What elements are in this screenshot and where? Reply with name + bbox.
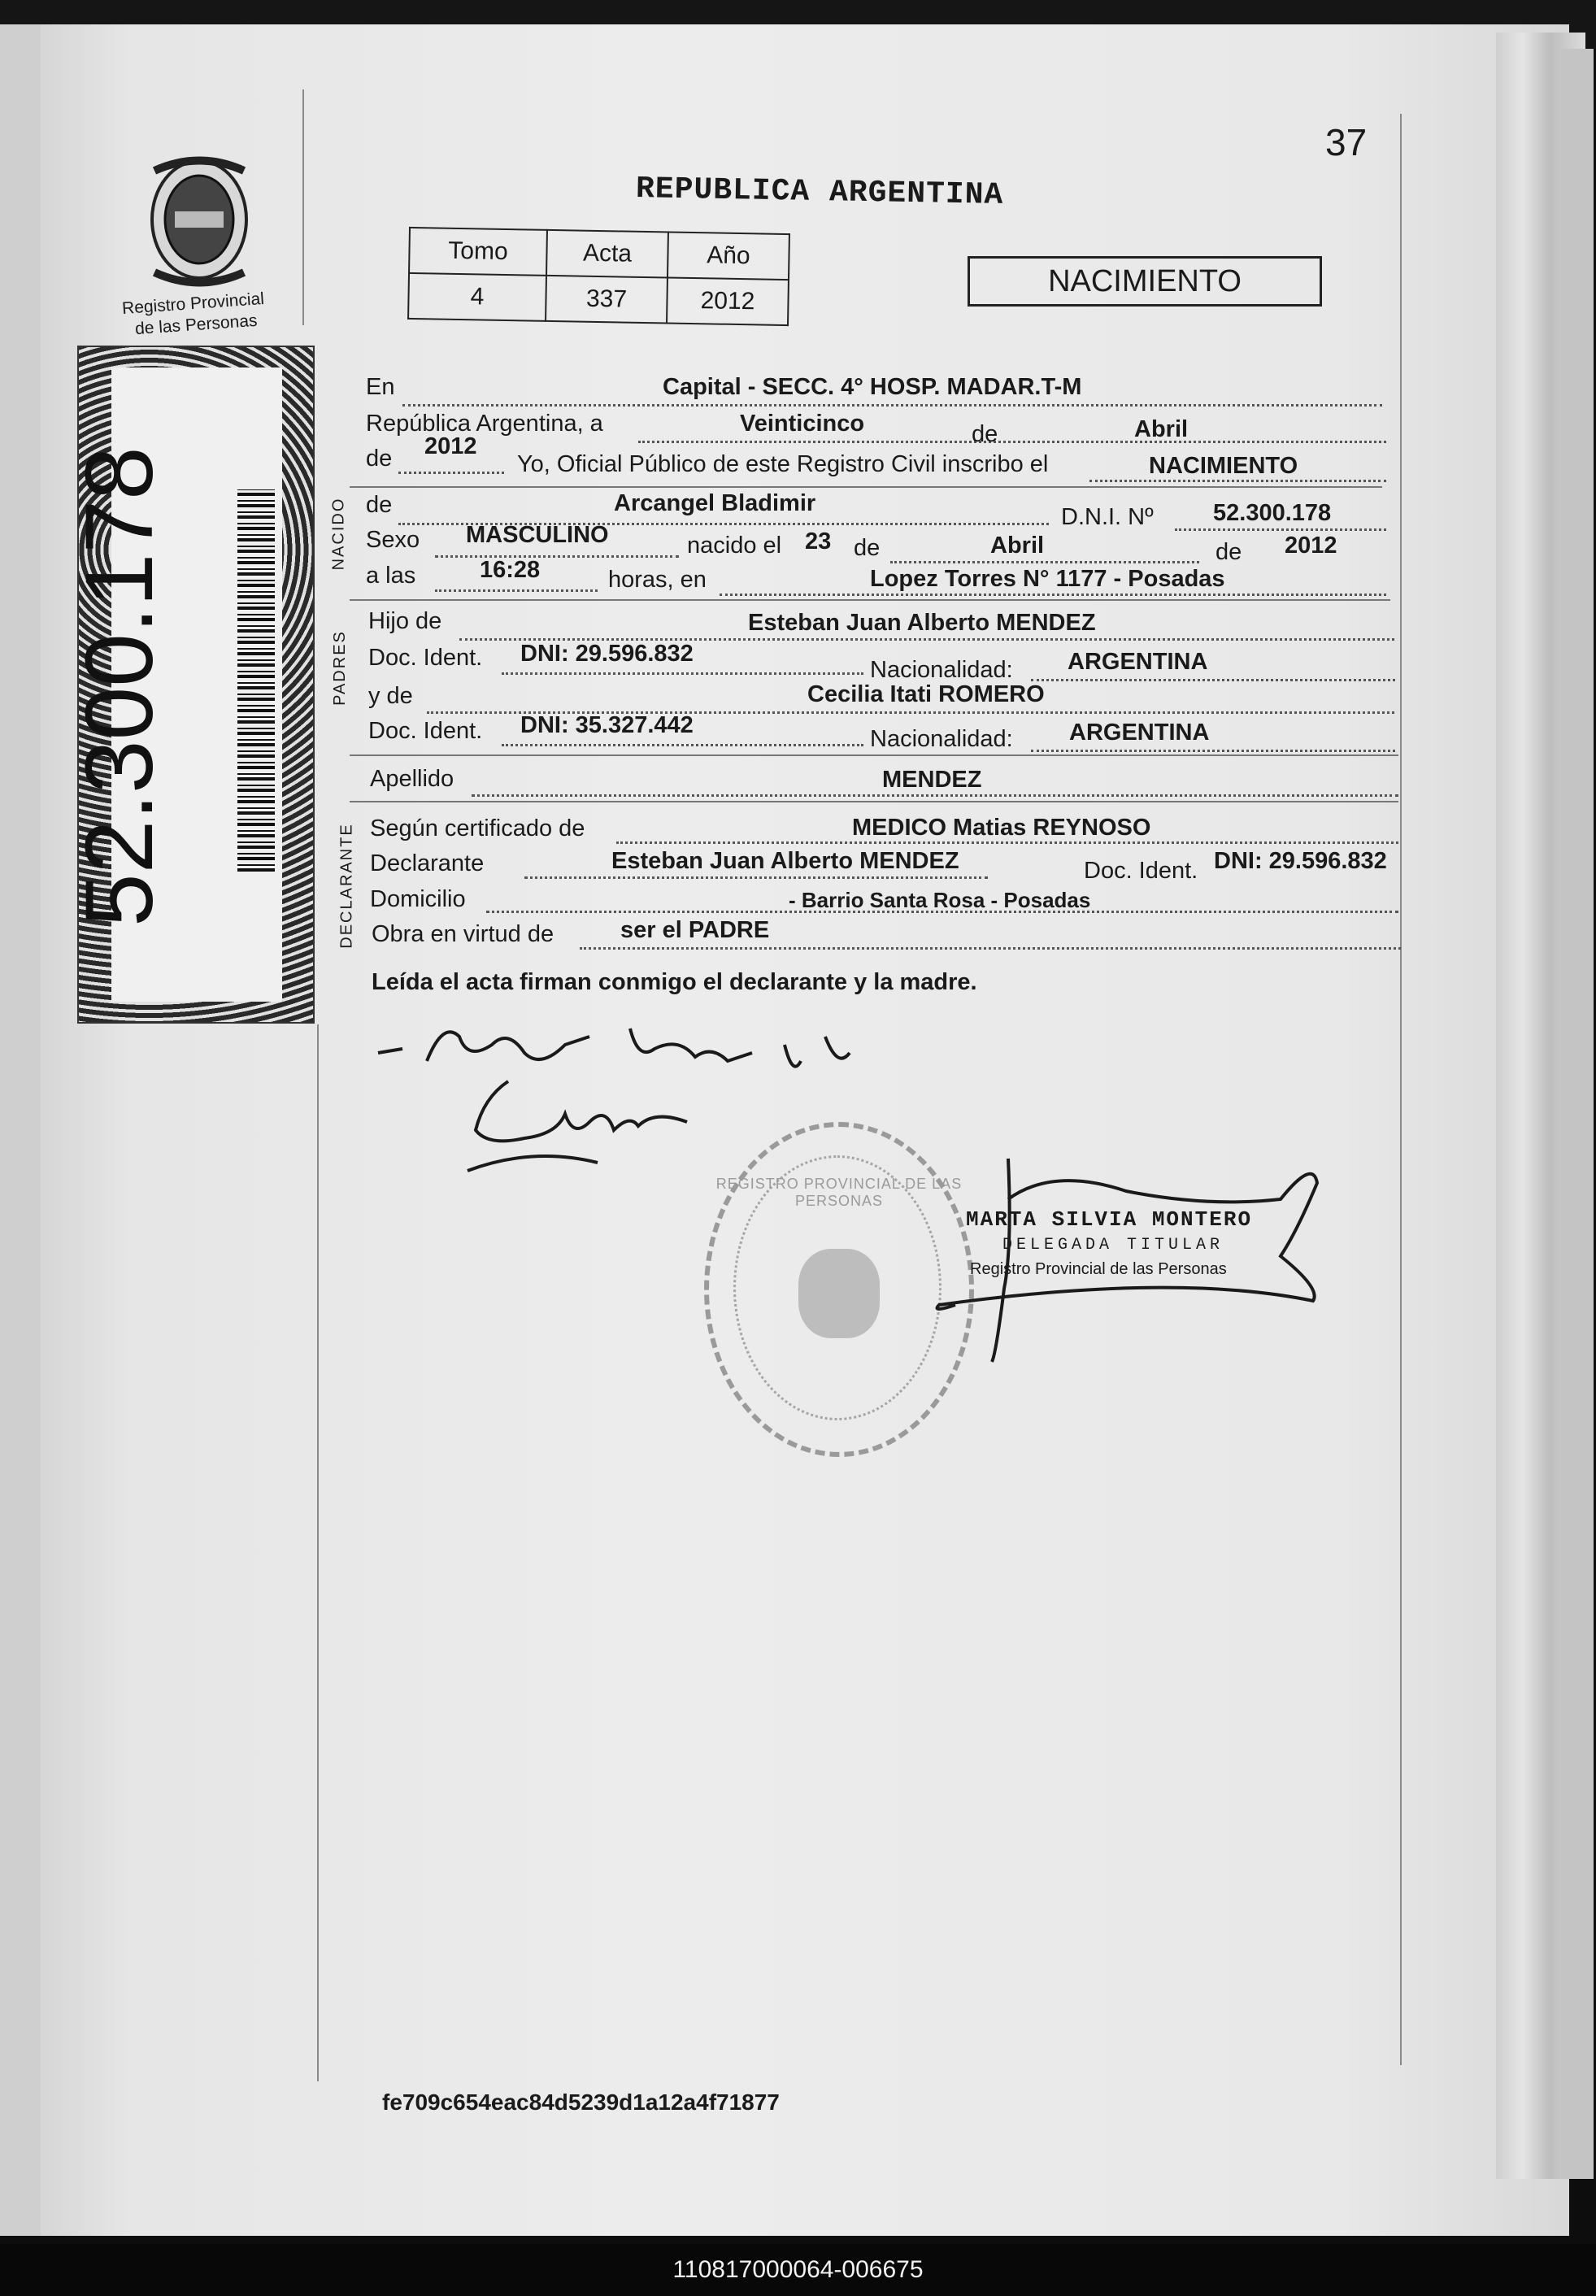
inscripcion-dots [1089,480,1386,482]
obra-dots [580,947,1401,950]
seal-text: REGISTRO PROVINCIAL DE LAS PERSONAS [715,1176,963,1209]
hora-value: 16:28 [480,557,541,583]
de-label: de [972,421,998,447]
yde-label: y de [368,683,413,709]
nacido-label: nacido el [687,533,782,559]
padre-nac-dots [1031,679,1395,681]
document-hash: fe709c654eac84d5239d1a12a4f71877 [382,2089,780,2115]
nacido-de2-label: de [1215,539,1242,565]
separator-4 [350,801,1398,802]
hora-dots [435,589,598,592]
certificado-label: Según certificado de [370,815,585,841]
padre-doc-dots [502,672,863,675]
lugar-value: Lopez Torres N° 1177 - Posadas [870,566,1225,592]
horas-en-label: horas, en [608,567,707,593]
province-logo [138,154,260,293]
record-table [407,227,790,326]
footer-id: 110817000064-006675 [672,2256,924,2283]
signature-madre [451,1065,711,1179]
madre-nac-dots [1031,750,1395,752]
en-label: En [366,374,395,400]
declarante-value: Esteban Juan Alberto MENDEZ [611,848,959,874]
hijo-label: Hijo de [368,608,442,634]
declarante-label: Declarante [370,850,485,876]
value-anio: 2012 [667,277,789,325]
dni-panel [66,346,315,1024]
section-label-padres: PADRES [330,630,349,706]
sexo-value: MASCULINO [466,522,609,548]
apellido-label: Apellido [370,766,454,792]
section-label-nacido: NACIDO [329,497,348,571]
left-margin-line [302,89,304,325]
registry-label-line2: de las Personas [134,311,259,339]
nombre-label: de [366,492,393,518]
obra-label: Obra en virtud de [372,921,554,947]
declarante-doc: DNI: 29.596.832 [1214,848,1387,874]
registry-label-line1: Registro Provincial [121,289,265,319]
lugar-dots [720,594,1386,596]
certificado-value: MEDICO Matias REYNOSO [852,815,1151,841]
apellido-value: MENDEZ [882,767,982,793]
hora-label: a las [366,563,416,589]
value-acta: 337 [546,276,668,324]
left-margin-line-lower [317,1024,319,2081]
madre-doc-label: Doc. Ident. [368,718,483,744]
dni-panel-inner [66,367,282,1002]
nacido-de-label: de [854,535,881,561]
declarante-doc-label: Doc. Ident. [1084,858,1198,884]
padre-nac-label: Nacionalidad: [870,657,1013,683]
dni-value: 52.300.178 [1213,500,1332,526]
section-label-declarante: DECLARANTE [337,823,356,949]
anio-value: 2012 [424,433,477,459]
padre-nac: ARGENTINA [1068,649,1208,675]
republica-dots [638,441,1386,443]
obra-value: ser el PADRE [620,917,770,943]
header-anio: Año [668,232,789,280]
signature-officer [931,1150,1337,1370]
page-stack-edge-outer [1561,49,1594,2179]
nacido-mes: Abril [990,533,1045,559]
seal-emblem [798,1249,880,1338]
dni-dots [1175,528,1386,531]
certificado-dots [616,841,1398,844]
republica-label: República Argentina, a [366,411,603,437]
header-tomo: Tomo [409,228,547,276]
sexo-dots [435,555,679,558]
nacido-dia: 23 [805,528,832,554]
right-margin-line [1400,114,1402,2065]
padre-doc: DNI: 29.596.832 [520,641,694,667]
officer-institution: Registro Provincial de las Personas [970,1260,1227,1278]
yo-label: Yo, Oficial Público de este Registro Civil inscribo el [517,451,1049,477]
record-type-box: NACIMIENTO [968,256,1322,307]
nacido-mes-dots [890,561,1199,563]
en-dots [402,404,1382,407]
closing-text: Leída el acta firman conmigo el declarante y la madre. [372,969,977,995]
dia-value: Veinticinco [740,411,865,437]
sexo-label: Sexo [366,527,420,553]
officer-title: DELEGADA TITULAR [1002,1236,1224,1255]
inscripcion-value: NACIMIENTO [1149,453,1298,479]
separator-1 [350,486,1382,488]
value-tomo: 4 [408,273,546,321]
separator-3 [350,754,1398,756]
header-acta: Acta [546,230,668,278]
dni-big-number: 52.300.178 [66,446,173,927]
padre-doc-label: Doc. Ident. [368,645,483,671]
page-number: 37 [1325,121,1368,163]
madre-nac-label: Nacionalidad: [870,726,1013,752]
de2-label: de [366,446,393,472]
dni-label: D.N.I. Nº [1061,504,1154,530]
declarante-dots [524,876,988,879]
anio-dots [398,472,504,474]
separator-2 [350,599,1390,601]
madre-value: Cecilia Itati ROMERO [807,681,1045,707]
domicilio-value: - Barrio Santa Rosa - Posadas [789,888,1091,912]
nombre-value: Arcangel Bladimir [614,490,816,516]
en-value: Capital - SECC. 4° HOSP. MADAR.T-M [663,374,1082,400]
barcode [237,489,275,872]
madre-doc-dots [502,744,863,746]
apellido-dots [472,794,1398,797]
madre-doc: DNI: 35.327.442 [520,712,694,738]
domicilio-label: Domicilio [370,886,466,912]
mes-value: Abril [1134,416,1189,442]
padre-value: Esteban Juan Alberto MENDEZ [748,610,1096,636]
madre-nac: ARGENTINA [1069,720,1210,746]
nacido-anio: 2012 [1285,533,1337,559]
country-title: REPUBLICA ARGENTINA [635,172,1004,213]
officer-name: MARTA SILVIA MONTERO [966,1207,1253,1232]
